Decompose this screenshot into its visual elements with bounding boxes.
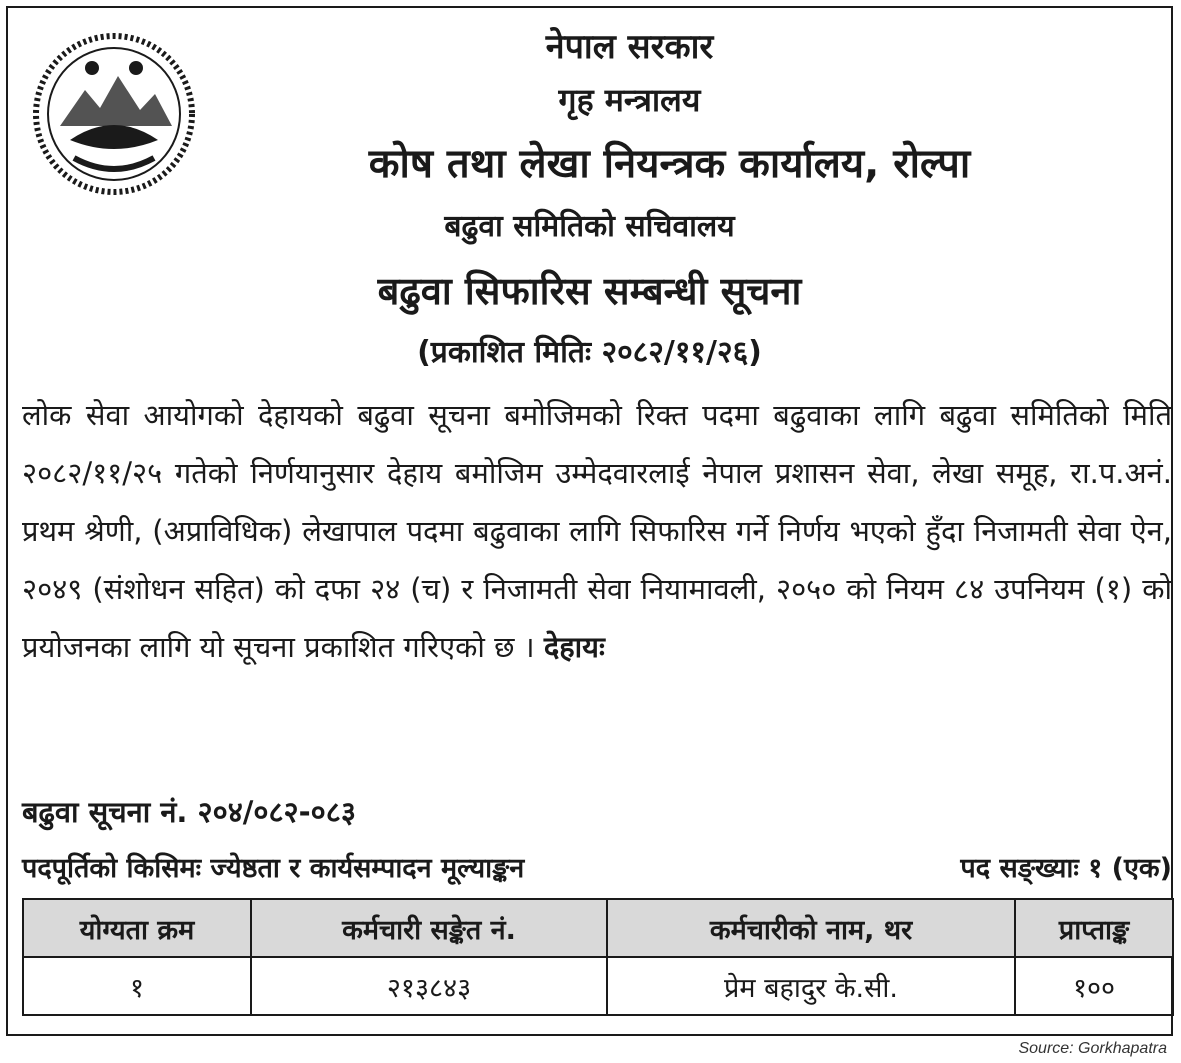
column-header-employee-name: कर्मचारीको नाम, थर — [607, 899, 1015, 957]
table-row — [23, 957, 1173, 1015]
results-table — [22, 898, 1174, 1016]
notice-paragraph: लोक सेवा आयोगको देहायको बढुवा सूचना बमोजिमको रिक्त पदमा बढुवाका लागि बढुवा समितिको मिति २०८२/११/२५ गतेको निर्णयानुसार देहाय बमोजिम उम्मेदवारलाई नेपाल प्रशासन सेवा, लेखा समूह, रा.प.अनं. प्रथम श्रेणी, (अप्राविधिक) लेखापाल पदमा बढुवाका लागि सिफारिस गर्ने निर्णय भएको हुँदा निजामती सेवा ऐन, २०४९ (संशोधन सहित) को दफा २४ (च) र निजामती सेवा नियामावली, २०५० को नियम ८४ उपनियम (१) को प्रयोजनका लागि यो सूचना प्रकाशित गरिएको छ । — [22, 398, 1172, 664]
table-header-row — [23, 899, 1173, 957]
cell-score: १०० — [1015, 957, 1173, 1015]
office-heading: कोष तथा लेखा नियन्त्रक कार्यालय, रोल्पा — [368, 141, 971, 187]
post-count: पद सङ्ख्याः १ (एक) — [960, 853, 1172, 884]
cell-merit-order: १ — [23, 957, 251, 1015]
cell-employee-name: प्रेम बहादुर के.सी. — [607, 957, 1015, 1015]
source-credit: Source: Gorkhapatra — [1018, 1040, 1167, 1057]
fill-type: पदपूर्तिको किसिमः ज्येष्ठता र कार्यसम्पादन मूल्याङ्कन — [22, 853, 525, 884]
published-date: (प्रकाशित मितिः २०८२/११/२६) — [417, 335, 762, 370]
column-header-employee-code: कर्मचारी सङ्केत नं. — [251, 899, 607, 957]
notice-frame — [6, 6, 1173, 1036]
notice-paragraph-tail: देहायः — [543, 630, 605, 664]
column-header-score: प्राप्ताङ्क — [1015, 899, 1173, 957]
secretariat-heading: बढुवा समितिको सचिवालय — [444, 209, 735, 244]
notice-body — [22, 386, 1172, 676]
notice-title: बढुवा सिफारिस सम्बन्धी सूचना — [377, 269, 802, 313]
cell-employee-code: २१३८४३ — [251, 957, 607, 1015]
ministry-heading: गृह मन्त्रालय — [558, 81, 701, 119]
notice-number: बढुवा सूचना नं. २०४/०८२-०८३ — [22, 795, 356, 829]
column-header-merit-order: योग्यता क्रम — [23, 899, 251, 957]
fill-type-row — [22, 848, 1172, 885]
government-heading: नेपाल सरकार — [545, 27, 714, 67]
